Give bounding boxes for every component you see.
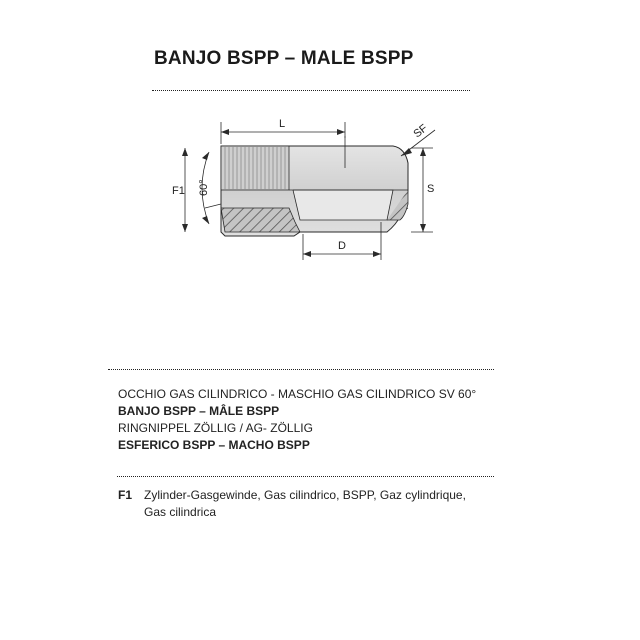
angle-60	[198, 152, 221, 224]
description-line-en-fr: BANJO BSPP – MÂLE BSPP	[118, 404, 280, 418]
label-angle: 60°	[198, 179, 210, 196]
label-l: L	[279, 118, 286, 130]
label-s: S	[427, 183, 435, 195]
description-line-es: ESFERICO BSPP – MACHO BSPP	[118, 438, 310, 452]
dimension-l	[221, 118, 345, 144]
label-f1: F1	[172, 185, 185, 197]
dotted-divider	[152, 90, 470, 91]
dimension-s	[411, 148, 434, 232]
description-line-it: OCCHIO GAS CILINDRICO - MASCHIO GAS CILINDRICO SV 60°	[118, 387, 477, 401]
dimension-sf	[401, 122, 435, 156]
dotted-divider	[117, 476, 494, 477]
label-d: D	[338, 240, 346, 252]
dimension-f1	[172, 148, 188, 232]
fitting-body	[221, 136, 408, 236]
fitting-drawing	[165, 108, 450, 268]
label-sf: SF	[411, 122, 430, 141]
legend-text: Zylinder-Gasgewinde, Gas cilindrico, BSPP, Gaz cylindrique, Gas cilindrica	[144, 488, 466, 519]
dotted-divider	[108, 369, 494, 370]
page-title: BANJO BSPP – MALE BSPP	[154, 48, 414, 69]
product-description	[118, 386, 476, 454]
legend-key: F1	[118, 488, 133, 502]
description-line-de: RINGNIPPEL ZÖLLIG / AG- ZÖLLIG	[118, 421, 313, 435]
